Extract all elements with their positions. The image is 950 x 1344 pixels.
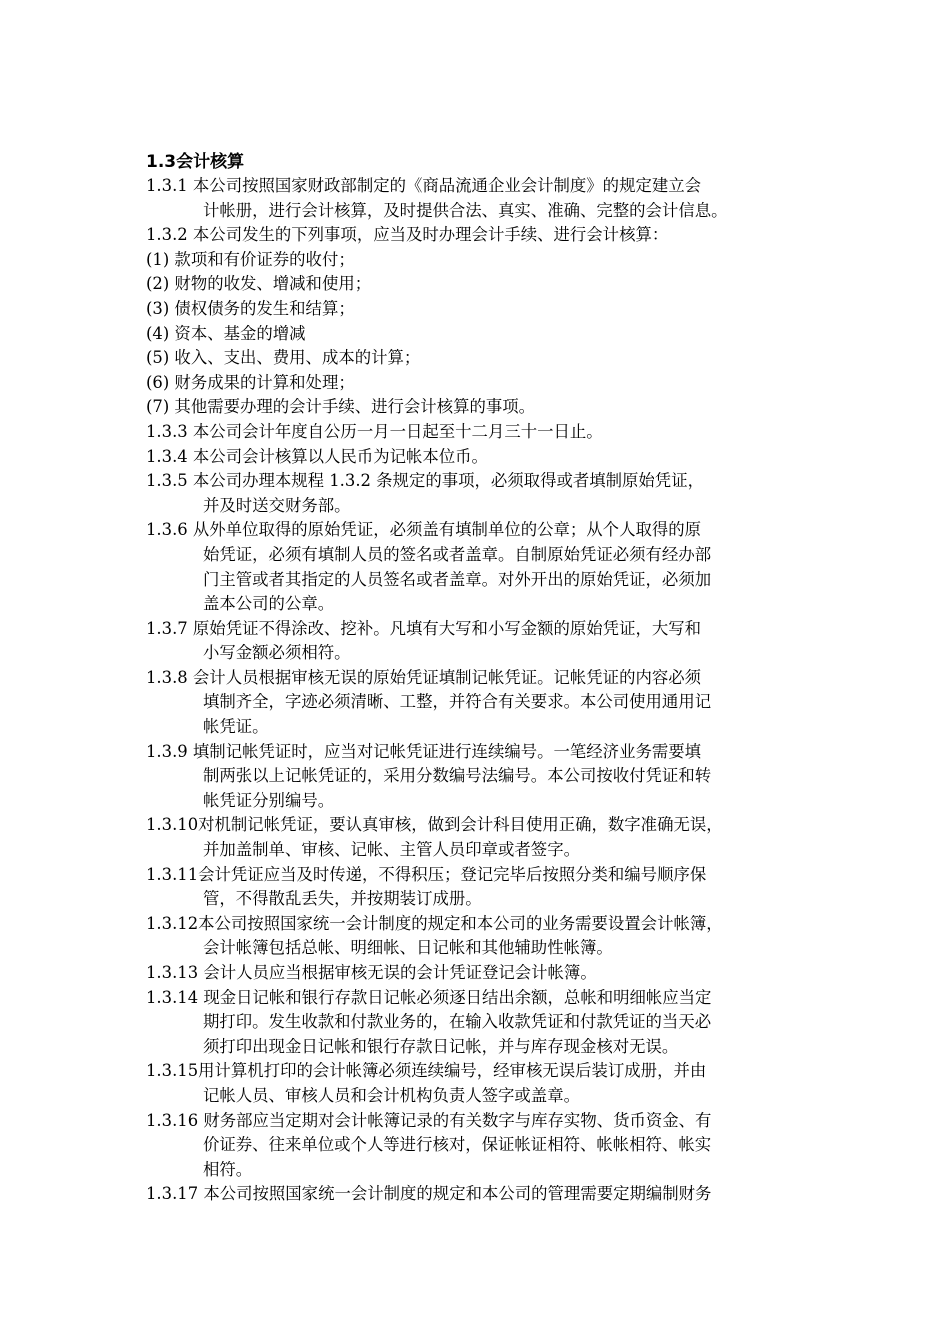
section-body [146,174,826,1207]
paragraph-continuation-line: 期打印。发生收款和付款业务的，在输入收款凭证和付款凭证的当天必 [203,1012,712,1032]
document-page [146,150,826,1207]
paragraph-continuation-line: 小写金额必须相符。 [203,643,351,663]
paragraph-line: (3) 债权债务的发生和结算； [146,298,355,318]
paragraph-continuation-line: 帐凭证分别编号。 [203,790,335,810]
paragraph-line: 1.3.8 会计人员根据审核无误的原始凭证填制记帐凭证。记帐凭证的内容必须 [146,667,702,687]
paragraph-line: 1.3.6 从外单位取得的原始凭证，必须盖有填制单位的公章；从个人取得的原 [146,520,702,540]
paragraph-line: (6) 财务成果的计算和处理； [146,372,355,392]
paragraph-continuation-line: 相符。 [203,1159,253,1179]
paragraph-continuation-line: 会计帐簿包括总帐、明细帐、日记帐和其他辅助性帐簿。 [203,938,613,958]
paragraph-continuation-line: 填制齐全，字迹必须清晰、工整，并符合有关要求。本公司使用通用记 [203,692,712,712]
paragraph-line: 1.3.4 本公司会计核算以人民币为记帐本位币。 [146,446,488,466]
paragraph-continuation-line: 价证券、往来单位或个人等进行核对，保证帐证相符、帐帐相符、帐实 [203,1135,712,1155]
paragraph-line: 1.3.12本公司按照国家统一会计制度的规定和本公司的业务需要设置会计帐簿， [146,913,723,933]
paragraph-line: 1.3.2 本公司发生的下列事项，应当及时办理会计手续、进行会计核算： [146,225,669,245]
paragraph-continuation-line: 记帐人员、审核人员和会计机构负责人签字或盖章。 [203,1085,580,1105]
paragraph-line: 1.3.13 会计人员应当根据审核无误的会计凭证登记会计帐簿。 [146,963,597,982]
paragraph-line: 1.3.10对机制记帐凭证，要认真审核，做到会计科目使用正确，数字准确无误， [146,815,723,835]
paragraph-continuation-line: 帐凭证。 [203,717,269,737]
paragraph-line: (2) 财物的收发、增减和使用； [146,274,372,294]
paragraph-line: 1.3.3 本公司会计年度自公历一月一日起至十二月三十一日止。 [146,421,603,441]
paragraph-continuation-line: 制两张以上记帐凭证的，采用分数编号法编号。本公司按收付凭证和转 [203,766,712,786]
paragraph-continuation-line: 须打印出现金日记帐和银行存款日记帐，并与库存现金核对无误。 [203,1036,679,1056]
paragraph-line: 1.3.1 本公司按照国家财政部制定的《商品流通企业会计制度》的规定建立会 [146,176,702,195]
paragraph-line: (1) 款项和有价证券的收付； [146,249,355,269]
paragraph-line: 1.3.14 现金日记帐和银行存款日记帐必须逐日结出余额，总帐和明细帐应当定 [146,987,712,1007]
paragraph-line: 1.3.16 财务部应当定期对会计帐簿记录的有关数字与库存实物、货币资金、有 [146,1110,712,1130]
paragraph-continuation-line: 门主管或者其指定的人员签名或者盖章。对外开出的原始凭证，必须加 [203,569,712,589]
paragraph-continuation-line: 管，不得散乱丢失，并按期装订成册。 [203,889,482,909]
paragraph-line: 1.3.17 本公司按照国家统一会计制度的规定和本公司的管理需要定期编制财务 [146,1184,712,1204]
paragraph-line: 1.3.9 填制记帐凭证时，应当对记帐凭证进行连续编号。一笔经济业务需要填 [146,741,702,761]
section-heading: 1.3会计核算 [146,152,245,172]
paragraph-continuation-line: 盖本公司的公章。 [203,594,335,614]
paragraph-line: (7) 其他需要办理的会计手续、进行会计核算的事项。 [146,397,536,417]
paragraph-line: 1.3.7 原始凭证不得涂改、挖补。凡填有大写和小写金额的原始凭证，大写和 [146,618,702,638]
paragraph-line: 1.3.11会计凭证应当及时传递，不得积压；登记完毕后按照分类和编号顺序保 [146,864,707,884]
paragraph-continuation-line: 始凭证，必须有填制人员的签名或者盖章。自制原始凭证必须有经办部 [203,544,712,564]
paragraph-line: 1.3.5 本公司办理本规程 1.3.2 条规定的事项，必须取得或者填制原始凭证， [146,471,704,491]
paragraph-continuation-line: 并及时送交财务部。 [203,495,351,515]
paragraph-continuation-line: 计帐册，进行会计核算，及时提供合法、真实、准确、完整的会计信息。 [203,200,728,220]
paragraph-continuation-line: 并加盖制单、审核、记帐、主管人员印章或者签字。 [203,840,580,860]
paragraph-line: 1.3.15用计算机打印的会计帐簿必须连续编号，经审核无误后装订成册，并由 [146,1061,707,1081]
paragraph-line: (4) 资本、基金的增减 [146,323,306,343]
paragraph-line: (5) 收入、支出、费用、成本的计算； [146,348,421,368]
